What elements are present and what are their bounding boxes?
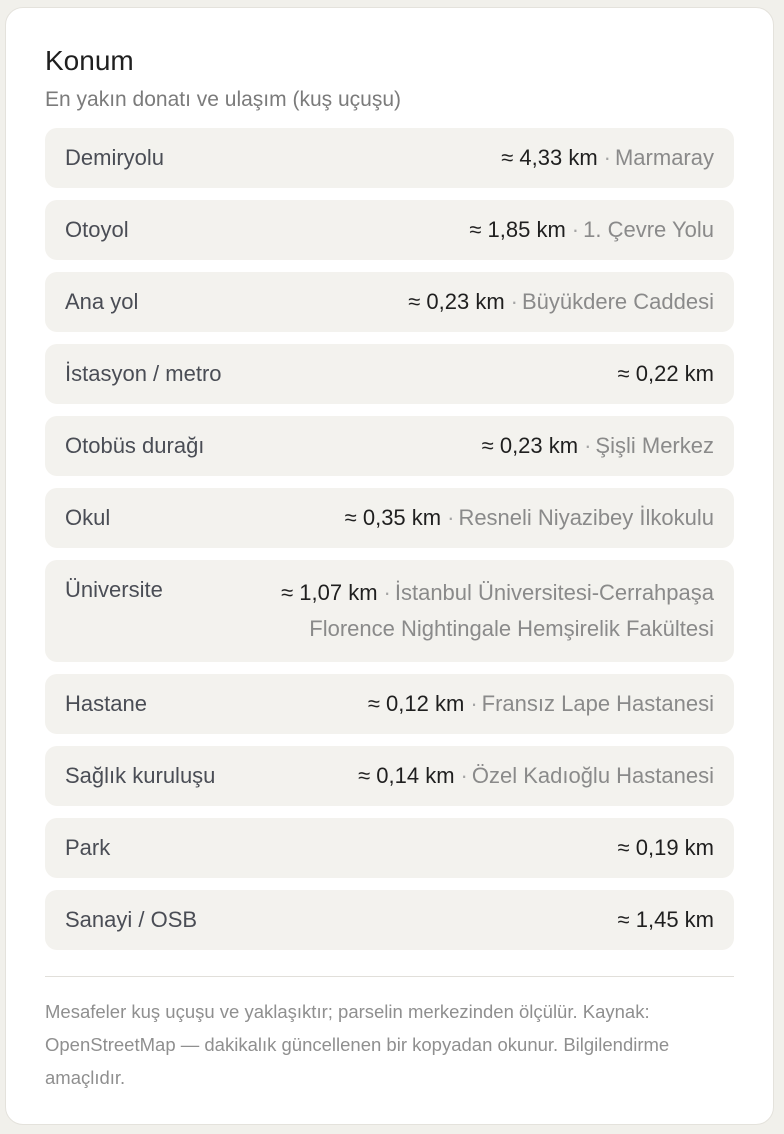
item-separator: · bbox=[510, 289, 518, 314]
item-value bbox=[224, 575, 714, 647]
nearby-list bbox=[45, 128, 734, 950]
item-separator: · bbox=[383, 580, 391, 605]
card-subtitle: En yakın donatı ve ulaşım (kuş uçuşu) bbox=[45, 88, 402, 111]
item-separator: · bbox=[571, 217, 580, 242]
list-item-industrial-zone bbox=[45, 890, 734, 950]
item-label: Demiryolu bbox=[65, 145, 165, 170]
list-item-hospital bbox=[45, 674, 734, 734]
divider bbox=[45, 976, 734, 977]
list-item-motorway bbox=[45, 200, 734, 260]
item-label: Sağlık kuruluşu bbox=[65, 763, 216, 788]
list-item-station bbox=[45, 344, 734, 404]
item-distance: ≈ 0,35 km bbox=[344, 505, 442, 530]
item-value bbox=[345, 503, 714, 533]
item-value bbox=[618, 905, 714, 935]
item-label: Sanayi / OSB bbox=[65, 907, 198, 932]
item-distance: ≈ 0,12 km bbox=[367, 691, 465, 716]
item-place-name: Marmaray bbox=[614, 145, 714, 170]
item-place-name: Fransız Lape Hastanesi bbox=[481, 691, 714, 716]
item-distance: ≈ 0,19 km bbox=[617, 835, 714, 860]
item-place-name: Şişli Merkez bbox=[595, 433, 714, 458]
item-distance: ≈ 0,22 km bbox=[617, 361, 714, 386]
item-value bbox=[469, 215, 714, 245]
item-place-name: Resneli Niyazibey İlkokulu bbox=[458, 505, 714, 530]
item-label: Ana yol bbox=[65, 289, 139, 314]
item-value bbox=[358, 761, 714, 791]
item-separator: · bbox=[603, 145, 611, 170]
list-item-health-facility bbox=[45, 746, 734, 806]
item-value bbox=[408, 287, 714, 317]
item-label: Otoyol bbox=[65, 217, 129, 242]
item-label: Üniversite bbox=[65, 577, 163, 602]
item-place-name: 1. Çevre Yolu bbox=[583, 217, 714, 242]
card-title: Konum bbox=[45, 45, 134, 76]
item-label: Otobüs durağı bbox=[65, 433, 205, 458]
item-place-name: İstanbul Üniversitesi-Cerrahpaşa Florence Nightingale Hemşirelik Fakültesi bbox=[309, 580, 714, 641]
item-label: İstasyon / metro bbox=[65, 361, 222, 386]
list-item-school bbox=[45, 488, 734, 548]
item-distance: ≈ 0,14 km bbox=[358, 763, 455, 788]
item-distance: ≈ 1,45 km bbox=[617, 907, 714, 932]
item-label: Park bbox=[65, 835, 111, 860]
list-item-bus-stop bbox=[45, 416, 734, 476]
item-distance: ≈ 0,23 km bbox=[481, 433, 579, 458]
item-place-name: Büyükdere Caddesi bbox=[521, 289, 714, 314]
list-item-railway bbox=[45, 128, 734, 188]
list-item-university bbox=[45, 560, 734, 662]
item-distance: ≈ 0,23 km bbox=[408, 289, 505, 314]
item-label: Okul bbox=[65, 505, 111, 530]
item-distance: ≈ 4,33 km bbox=[501, 145, 598, 170]
list-item-park bbox=[45, 818, 734, 878]
item-separator: · bbox=[584, 433, 592, 458]
item-value bbox=[482, 431, 714, 461]
item-distance: ≈ 1,07 km bbox=[281, 580, 378, 605]
item-value bbox=[368, 689, 714, 719]
list-item-main-road bbox=[45, 272, 734, 332]
location-card bbox=[5, 7, 774, 1125]
item-value bbox=[501, 143, 714, 173]
item-value bbox=[618, 359, 714, 389]
item-separator: · bbox=[447, 505, 455, 530]
footer-note: Mesafeler kuş uçuşu ve yaklaşıktır; parselin merkezinden ölçülür. Kaynak: OpenStreetMap — dakikalık güncellenen bir kopyadan okunur. Bilgilendirme amaçlıdır. bbox=[45, 1001, 670, 1088]
item-separator: · bbox=[470, 691, 478, 716]
item-label: Hastane bbox=[65, 691, 147, 716]
item-value bbox=[618, 833, 714, 863]
item-separator: · bbox=[460, 763, 468, 788]
item-distance: ≈ 1,85 km bbox=[469, 217, 566, 242]
item-place-name: Özel Kadıoğlu Hastanesi bbox=[471, 763, 714, 788]
